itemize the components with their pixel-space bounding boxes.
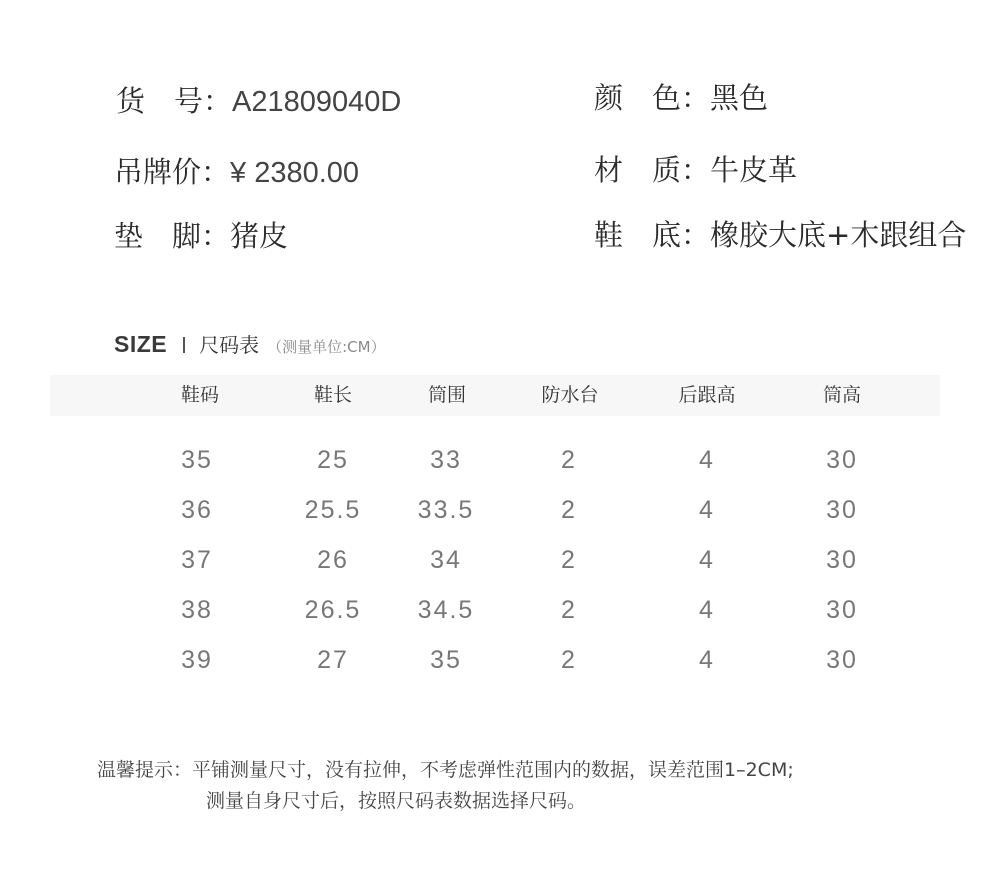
table-cell: 30 bbox=[826, 546, 858, 574]
table-cell: 34.5 bbox=[417, 596, 475, 624]
table-cell: 4 bbox=[699, 446, 715, 474]
unit-note: （测量单位:CM） bbox=[267, 338, 386, 356]
info-label: 颜 色 bbox=[594, 81, 682, 115]
table-cell: 25.5 bbox=[304, 496, 362, 524]
info-label: 材 质 bbox=[594, 153, 682, 187]
table-cell: 2 bbox=[561, 546, 577, 574]
table-row bbox=[0, 635, 990, 685]
table-cell: 39 bbox=[181, 646, 213, 674]
info-value: ¥ 2380.00 bbox=[230, 157, 360, 189]
info-colon: ： bbox=[681, 153, 711, 187]
info-colon: ： bbox=[681, 218, 711, 252]
size-label: SIZE bbox=[114, 331, 168, 357]
size-chart-title: 尺码表 bbox=[199, 333, 260, 357]
info-value: 猪皮 bbox=[230, 219, 289, 253]
size-table-header bbox=[50, 375, 940, 416]
info-label: 垫 脚 bbox=[114, 219, 202, 253]
info-colon: ： bbox=[681, 81, 711, 115]
info-label: 吊牌价 bbox=[114, 155, 202, 189]
info-item-item-no bbox=[116, 84, 402, 118]
table-cell: 33.5 bbox=[417, 496, 475, 524]
table-cell: 30 bbox=[826, 496, 858, 524]
table-cell: 38 bbox=[181, 596, 213, 624]
table-cell: 30 bbox=[826, 446, 858, 474]
table-cell: 35 bbox=[430, 646, 462, 674]
table-cell: 30 bbox=[826, 646, 858, 674]
info-item-material bbox=[594, 153, 798, 187]
tip-note-continued: 测量自身尺寸后，按照尺码表数据选择尺码。 bbox=[206, 790, 587, 812]
table-cell: 2 bbox=[561, 446, 577, 474]
column-header-foot-length: 鞋长 bbox=[313, 384, 353, 406]
column-header-platform: 防水台 bbox=[541, 384, 599, 406]
table-cell: 37 bbox=[181, 546, 213, 574]
info-colon: ： bbox=[203, 84, 233, 118]
info-colon: ： bbox=[201, 155, 231, 189]
table-cell: 34 bbox=[430, 546, 462, 574]
table-cell: 26.5 bbox=[304, 596, 362, 624]
table-cell: 33 bbox=[430, 446, 462, 474]
table-row bbox=[0, 435, 990, 485]
table-cell: 36 bbox=[181, 496, 213, 524]
info-item-color bbox=[594, 81, 769, 115]
table-cell: 2 bbox=[561, 596, 577, 624]
table-row bbox=[0, 535, 990, 585]
table-cell: 2 bbox=[561, 646, 577, 674]
column-header-shaft-circumference: 筒围 bbox=[427, 384, 467, 406]
table-cell: 4 bbox=[699, 646, 715, 674]
info-colon: ： bbox=[201, 219, 231, 253]
heading-divider bbox=[183, 337, 185, 353]
table-cell: 4 bbox=[699, 496, 715, 524]
table-cell: 35 bbox=[181, 446, 213, 474]
info-item-sole bbox=[594, 218, 967, 252]
table-cell: 26 bbox=[317, 546, 349, 574]
info-label: 货 号 bbox=[116, 84, 204, 118]
info-value: 牛皮革 bbox=[710, 153, 798, 187]
info-value: 黑色 bbox=[710, 81, 769, 115]
table-cell: 25 bbox=[317, 446, 349, 474]
table-cell: 4 bbox=[699, 596, 715, 624]
info-item-insole bbox=[114, 219, 289, 253]
column-header-shoe-size: 鞋码 bbox=[180, 384, 220, 406]
table-cell: 27 bbox=[317, 646, 349, 674]
info-value: A21809040D bbox=[232, 86, 402, 118]
table-cell: 2 bbox=[561, 496, 577, 524]
info-value: 橡胶大底+木跟组合 bbox=[710, 218, 967, 252]
table-cell: 30 bbox=[826, 596, 858, 624]
column-header-shaft-height: 筒高 bbox=[822, 384, 862, 406]
size-chart-heading bbox=[114, 333, 386, 356]
info-label: 鞋 底 bbox=[594, 218, 682, 252]
column-header-heel-height: 后跟高 bbox=[678, 384, 736, 406]
table-row bbox=[0, 585, 990, 635]
table-row bbox=[0, 485, 990, 535]
tip-note: 温馨提示：平铺测量尺寸，没有拉伸，不考虑弹性范围内的数据，误差范围1–2CM; bbox=[97, 759, 794, 781]
info-item-tag-price bbox=[114, 155, 360, 189]
table-cell: 4 bbox=[699, 546, 715, 574]
